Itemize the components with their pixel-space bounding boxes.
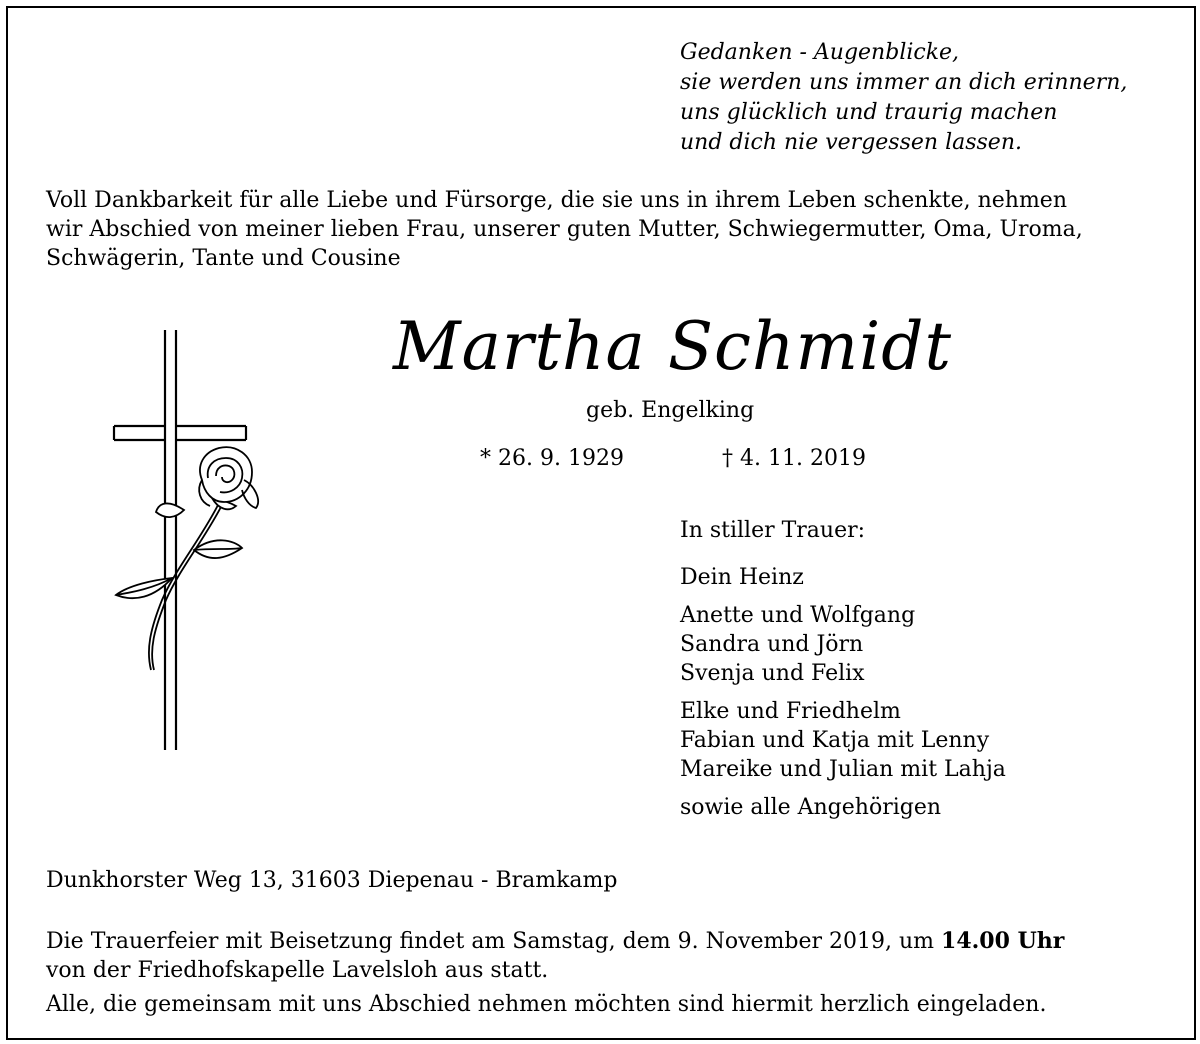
poem-line: Gedanken - Augenblicke,	[680, 40, 960, 65]
mourner-name: Elke und Friedhelm	[680, 699, 901, 724]
maiden-name: geb. Engelking	[586, 398, 755, 423]
intro-line: Voll Dankbarkeit für alle Liebe und Fürsorge, die sie uns in ihrem Leben schenkte, nehmen	[46, 188, 1067, 213]
mourner-name: Dein Heinz	[680, 565, 804, 590]
mourners-heading: In stiller Trauer:	[680, 518, 866, 543]
mourner-name: Fabian und Katja mit Lenny	[680, 728, 990, 753]
ceremony-time: 14.00 Uhr	[941, 928, 1065, 954]
mourner-name: Sandra und Jörn	[680, 632, 864, 657]
mourner-group	[680, 697, 1006, 784]
rose-icon	[116, 447, 258, 670]
cross-icon	[104, 330, 274, 760]
intro-line: Schwägerin, Tante und Cousine	[46, 246, 401, 271]
poem-line: und dich nie vergessen lassen.	[680, 130, 1022, 155]
poem-line: sie werden uns immer an dich erinnern,	[680, 70, 1128, 95]
death-date: † 4. 11. 2019	[722, 446, 866, 471]
mourner-name: Svenja und Felix	[680, 661, 865, 686]
mourners-list	[680, 516, 1006, 822]
mourner-name: sowie alle Angehörigen	[680, 795, 942, 820]
mourner-name: Anette und Wolfgang	[680, 603, 916, 628]
birth-date: * 26. 9. 1929	[480, 446, 624, 471]
poem-line: uns glücklich und traurig machen	[680, 100, 1058, 125]
deceased-name: Martha Schmidt	[393, 308, 952, 385]
address: Dunkhorster Weg 13, 31603 Diepenau - Bramkamp	[46, 868, 618, 893]
invitation: Alle, die gemeinsam mit uns Abschied nehmen möchten sind hiermit herzlich eingeladen.	[46, 992, 1047, 1017]
intro-text	[46, 186, 1083, 273]
mourner-group	[680, 793, 1006, 822]
ceremony-line: von der Friedhofskapelle Lavelsloh aus statt.	[46, 958, 549, 983]
intro-line: wir Abschied von meiner lieben Frau, unserer guten Mutter, Schwiegermutter, Oma, Uroma,	[46, 217, 1083, 242]
mourner-group	[680, 601, 1006, 688]
ceremony-text: Die Trauerfeier mit Beisetzung findet am Samstag, dem 9. November 2019, um	[46, 929, 942, 954]
obituary-frame	[6, 6, 1196, 1040]
mourner-group	[680, 563, 1006, 592]
ceremony-notice	[46, 926, 1064, 986]
mourner-name: Mareike und Julian mit Lahja	[680, 757, 1006, 782]
ceremony-line	[46, 926, 1064, 956]
poem	[680, 38, 1127, 158]
